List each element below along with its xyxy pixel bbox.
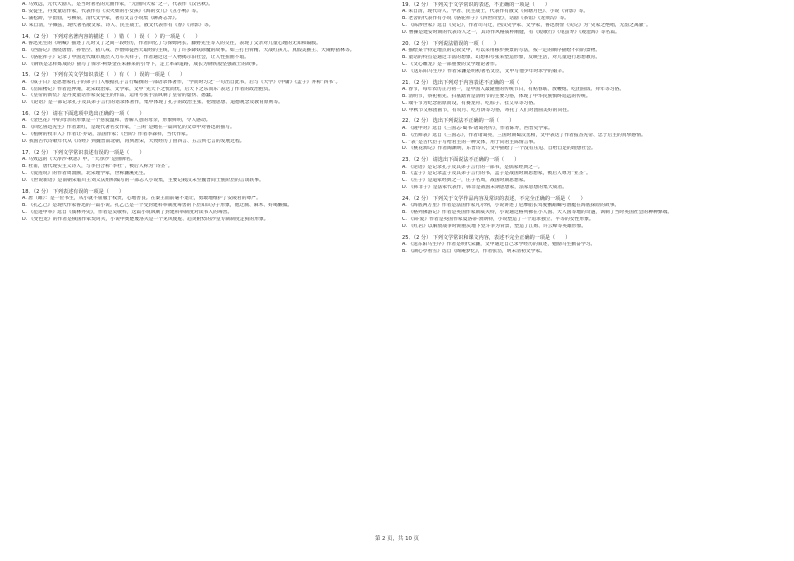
answer-option: B. 《孔乙己》是现代作家鲁迅的一篇小说。孔乙己是一个受封建科举制度毒害的下层知识分子形象，他迂腐、麻木、好喝懒做。 xyxy=(22,203,293,209)
answer-option: A. 马致远，元代大剧人，是当时著名的元曲作家，“元曲四大家”之一，代表作《汉宫秋》。 xyxy=(22,2,214,7)
answer-option: D. 《红岩》以解放战争时期重庆地下党斗争为背景，塑造了江姐、许云峰等英雄形象。 xyxy=(402,224,587,230)
answer-option: A. 描绘某个特定地点的记叙文中，可以采用移步换景的写法，按一定的顺序描绘不同的景物。 xyxy=(402,48,601,54)
question-stem: 15．（2 分） 下列有关文学知识表述（ ）有（ ）误的一项是（ ） xyxy=(22,72,186,79)
question-block xyxy=(22,72,396,107)
question-block xyxy=(402,2,776,37)
answer-option: A. 马致远的《天净沙·秋思》中，“天净沙”是曲牌名。 xyxy=(22,157,136,163)
answer-option: A. 《金色花》中的母亲的形象是一个慈爱温和、善解人意的母亲，形象鲜明，令人感动。 xyxy=(22,118,211,124)
question-block xyxy=(22,111,396,146)
answer-option: B. 杜甫，唐代现实主义诗人，与李白合称“李杜”，被后人称为“诗圣”。 xyxy=(22,164,173,170)
answer-option: D. 《世说新语》是南朝宋临川王刘义庆组织编写的一部志人小说集，主要记载汉末至魏晋间士族阶层的言谈轶事。 xyxy=(22,178,264,184)
answer-option: B. 《出师表》选自《三国志》，作者诸葛亮，三国时期蜀汉丞相，文中表达了作者报答先帝、忠于后主的真挚感情。 xyxy=(402,132,646,138)
question-stem: 20．（2 分） 下列说法错误的一项（ ） xyxy=(402,40,500,47)
answer-option: C. 端午节为纪念屈原而设，有赛龙舟、吃粽子、挂艾草等习俗。 xyxy=(402,100,538,106)
answer-option: D. 《钢铁是怎样炼成的》描写了保尔·柯察金在朱赫来的引导下，走上革命道路，成长为钢铁般坚强战士的故事。 xyxy=(22,61,261,67)
answer-option: B. 《回忆鲁迅先生》作者萧红，是现代著名女作家，“三闲”是她在一篇回忆的文章中对鲁迅的描写。 xyxy=(22,125,235,131)
answer-option: C. 《爱莲说》的作者周敦颐，北宋理学家，世称濂溪先生。 xyxy=(22,171,149,177)
answer-option: A. 鲁迅先生的《呐喊》描述了几时又了之间一段经历，作者回忆了与保姆阿长、藤野先生等人的交往，表现了父亲对儿童心理的无知和隔膜。 xyxy=(22,40,321,46)
question-stem: 18．（2 分） 下列表述有误的一项是（ ） xyxy=(22,188,125,195)
answer-option: D. 《变色龙》的作者是俄国作家契诃夫，小说中奥楚蔑洛夫是一个见风使舵、趋炎附势的沙皇专制制度走狗的形象。 xyxy=(22,216,269,222)
answer-option: A. 朱自清，现代诗人、学者、民主战士，代表作有散文《荷塘月色》、小说《背影》等。 xyxy=(402,9,589,15)
answer-option: D. 中秋节又称团圆节，有赏月、吃月饼等习俗，寄托了人们对团圆美好的向往。 xyxy=(402,107,572,113)
question-block xyxy=(402,235,776,256)
answer-option: C. 《植树的牧羊人》作者让·乔诺，法国作家；《台阶》作者李森祥，当代作家。 xyxy=(22,132,191,138)
question-block xyxy=(22,189,396,224)
answer-option: A. 《威子日》是思想家孔子的弟子门人根据孔子言行编撰的一部语录体著作，“学而时习之”一句出自此书，后与《大学》《中庸》《孟子》并称“四书”。 xyxy=(22,79,341,85)
answer-option: A. 《海底两万里》作者是法国作家凡尔纳，小说讲述了尼摩船长驾驶鹦鹉螺号潜艇在海底探险的故事。 xyxy=(402,203,620,209)
answer-option: C. 《庄子》是道家经典之一，庄子名周，战国时期思想家。 xyxy=(402,178,529,184)
question-stem: 21．（2 分） 选出下列对于内容表述不正确的一项（ ） xyxy=(402,79,535,86)
answer-option: A. 唐（雎）：是一位书生，从小就不屈服于权贵，心地善良。在秦王面前毫不退让，勇敢地维护了安陵君的尊严。 xyxy=(22,196,261,202)
question-block xyxy=(22,150,396,185)
page-footer: 第 2 页，共 10 页 xyxy=(374,536,420,542)
answer-option: B. 《格列佛游记》作者是英国作家斯威夫特，小说通过格列佛在小人国、大人国等地的奇遇，讽刺了当时英国社会的种种弊端。 xyxy=(402,210,673,216)
answer-option: D. 曹操是建安时期的代表诗人之一，其诗作风格质朴刚健，有《短歌行》《龟虽寿》《观沧海》等名篇。 xyxy=(402,29,620,35)
answer-option: C. 《文心雕龙》是一部重要的文学理论著作。 xyxy=(402,61,500,67)
answer-option: D. 朱自清，字佩弦，现代著名散文家、诗人、民主战士，散文代表作有《春》《背影》等。 xyxy=(22,22,214,28)
answer-option: D. 我国古代诗歌年代从《诗经》到魏晋南北朝，再到唐宋，大致经历了由四言、五言到七言的发展过程。 xyxy=(22,139,245,145)
right-column xyxy=(402,2,776,526)
answer-option: B. 《湖心亭看雪》选自《陶庵梦忆》，作者张岱，明末清初文学家。 xyxy=(402,249,546,255)
question-block xyxy=(402,118,776,153)
answer-option: C. 《陈涉世家》选自《史记》，作者司马迁，西汉史学家、文学家，鲁迅赞誉《史记》为“史家之绝唱，无韵之离骚”。 xyxy=(402,23,651,29)
answer-option: A. 《隆中对》选自《三国志·蜀书·诸葛亮传》，作者陈寿，西晋史学家。 xyxy=(402,125,553,131)
answer-option: B. 老舍的代表作有小说《骆驼祥子》《四世同堂》，话剧《茶馆》《龙须沟》等。 xyxy=(402,16,570,22)
question-stem: 23．（2 分） 请选出下面说法不正确的一项（ ） xyxy=(402,157,520,164)
answer-option: C. 《简·爱》作者是英国作家夏洛蒂·勃朗特，小说塑造了一个追求独立、平等的女性形象。 xyxy=(402,217,594,223)
answer-option: B. 《孟子》是记录孟子及其弟子言行的书，孟子是战国时期思想家，被后人尊为“亚圣”。 xyxy=(402,171,591,177)
answer-option: B. 安徒生，丹麦童话作家，代表作有《卖火柴的小女孩》《海的女儿》《丑小鸭》等。 xyxy=(22,8,202,14)
question-block xyxy=(22,34,396,69)
question-stem: 16．（2 分） 请在下面选项中选出正确的一项（ ） xyxy=(22,111,145,118)
answer-option: B. 童话的特点是通过丰富的想象、幻想和夸张来塑造形象，反映生活，对儿童进行思想教育。 xyxy=(402,54,601,60)
question-stem: 25．（2 分） 下列文学常识和课文内容，表述不完全正确的一项是（ ） xyxy=(402,234,571,241)
left-column xyxy=(22,2,396,526)
answer-option: C. 《范进中举》选自《儒林外史》，作者是吴敬梓，这篇小说讽刺了封建科举制度对读书人的毒害。 xyxy=(22,209,233,215)
answer-option: B. 清明节，祭祀祖先、扫墓踏青是清明节的主要习俗，体现了中华民族慎终追远的传统。 xyxy=(402,93,591,99)
answer-option: A. 《送东阳马生序》作者是明代宋濂，文中通过自己求学经历的叙述，勉励马生勤奋学习。 xyxy=(402,242,596,248)
answer-option: D. 《论语》是一部记录孔子及其弟子言行的语录体著作，集中体现了孔子的政治主张、伦理思想、道德观念及教育原则等。 xyxy=(22,100,283,106)
answer-option: C. 《骆驼祥子》记录了中国近代城市底层人力车夫祥子，作者通过这一人物揭示旧社会，让人性扭曲不堪。 xyxy=(22,54,250,60)
answer-option: A. 《论语》是记录孔子及其弟子言行的一部书，是儒家经典之一。 xyxy=(402,164,543,170)
answer-option: C. 《皇帝的新装》是丹麦童话作家安徒生的作品，运用夸张手法讽刺了皇帝的虚伪、愚蠢。 xyxy=(22,93,216,99)
answer-option: C. 蒲松龄，字留仙，号柳泉，清代文学家，著有文言小说集《聊斋志异》。 xyxy=(22,15,180,21)
question-stem: 24．（2 分） 下列关于文学作品内容及常识的表述，不完全正确的一项是（ ） xyxy=(402,196,586,203)
question-stem: 19．（2 分） 下列关于文学常识的表述，不正确的一项是（ ） xyxy=(402,2,550,8)
answer-option: A. 春节，每年农历正月初一，是中国人最隆重的传统节日，有贴春联、放鞭炮、吃团圆饭、拜年等习俗。 xyxy=(402,86,625,92)
question-block xyxy=(22,2,396,30)
question-block xyxy=(402,41,776,76)
answer-option: D. 《桃花源记》作者陶渊明，东晋诗人，文中描绘了一个没有压迫、自给自足的理想社会。 xyxy=(402,146,596,152)
answer-option: B. 《岳阳楼记》作者范仲淹，北宋政治家、文学家，文中“先天下之忧而忧，后天下之乐而乐”表达了作者的政治抱负。 xyxy=(22,86,274,92)
question-block xyxy=(402,196,776,231)
answer-option: D. 《韩非子》是法家代表作，韩非是战国末期思想家，法家思想的集大成者。 xyxy=(402,185,568,191)
question-block xyxy=(402,80,776,115)
question-stem: 17．（2 分） 下列文学常识表述有误的一项是（ ） xyxy=(22,150,145,157)
question-stem: 14．（2 分） 下列对名著内容的描述（ ）错（ ）误（ ）的一项是（ ） xyxy=(22,33,201,40)
answer-option: D. 《送东阳马生序》作者宋濂是明初著名文臣，文中写他少年时求学的艰辛。 xyxy=(402,68,568,74)
answer-option: B. 《西游记》围绕唐僧、孙悟空、猪八戒、沙僧师徒西天取经的主线，写了许多降妖除魔的故事。如三打白骨精、大战红孩儿、真假美猴王、大闹野猪林等。 xyxy=(22,47,355,53)
question-block xyxy=(402,157,776,192)
answer-option: C. “表”是古代臣子写给君主的一种文体，用于向君主陈情言事。 xyxy=(402,139,539,145)
question-stem: 22．（2 分） 选出下列说法不正确的一项（ ） xyxy=(402,118,515,125)
